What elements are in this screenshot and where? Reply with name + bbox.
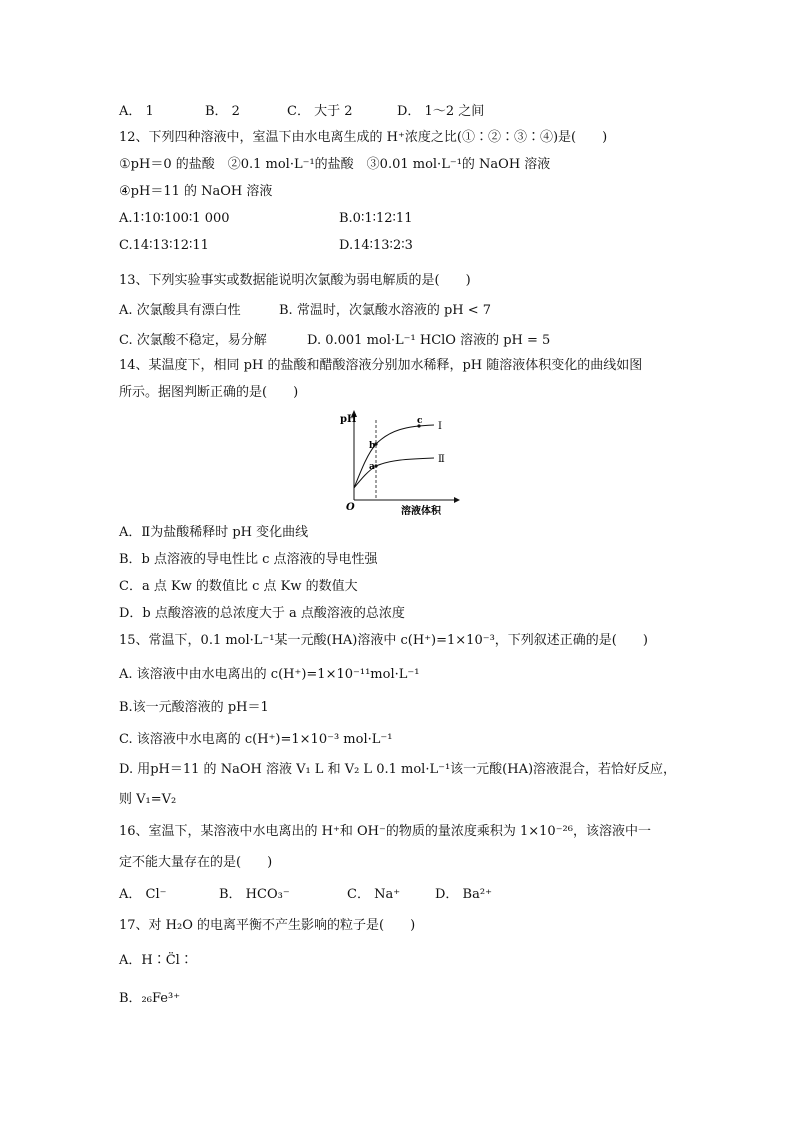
- point-c-label: c: [417, 416, 423, 426]
- q12-items-line2: ④pH＝11 的 NaOH 溶液: [119, 184, 273, 199]
- q16-options-row: [119, 886, 492, 904]
- q16-option-a: A． Cl⁻: [119, 887, 167, 902]
- q13-option-b: B. 常温时，次氯酸水溶液的 pH < 7: [279, 303, 492, 318]
- q14-option-c: C．a 点 Kw 的数值比 c 点 Kw 的数值大: [119, 579, 358, 594]
- q16-option-c: C． Na⁺: [347, 887, 401, 902]
- q17-option-b: B．₂₆Fe³⁺: [119, 991, 181, 1006]
- q11-options-row: [119, 103, 484, 121]
- q11-option-b: B． 2: [205, 104, 240, 119]
- ph-dilution-graph: [334, 408, 462, 520]
- q12-items-line1: ①pH＝0 的盐酸 ②0.1 mol·L⁻¹的盐酸 ③0.01 mol·L⁻¹的 NaOH 溶液: [119, 157, 551, 172]
- q11-option-c: C． 大于 2: [287, 104, 353, 119]
- q13-options-row1: [119, 302, 491, 320]
- q14-stem-line1: 14、某温度下，相同 pH 的盐酸和醋酸溶液分别加水稀释，pH 随溶液体积变化的曲线如图: [119, 358, 643, 373]
- q13-option-a: A. 次氯酸具有漂白性: [119, 303, 241, 318]
- q15-option-a: A. 该溶液中由水电离出的 c(H⁺)=1×10⁻¹¹mol·L⁻¹: [119, 667, 420, 682]
- y-axis-label: pH: [340, 414, 357, 425]
- q12-options-row1: [119, 210, 412, 228]
- q13-option-c: C. 次氯酸不稳定，易分解: [119, 333, 267, 348]
- curve-2: [354, 458, 434, 488]
- point-b-label: b: [369, 441, 376, 451]
- q12-option-b: B.0∶1∶12∶11: [339, 211, 413, 226]
- q14-option-d: D．b 点酸溶液的总浓度大于 a 点酸溶液的总浓度: [119, 606, 405, 621]
- q12-options-row2: [119, 237, 413, 255]
- q14-stem-line2: 所示。据图判断正确的是( ): [119, 385, 299, 400]
- origin-label: O: [346, 502, 355, 513]
- point-a-label: a: [369, 462, 375, 472]
- q16-stem-line2: 定不能大量存在的是( ): [119, 855, 273, 870]
- q12-option-c: C.14∶13∶12∶11: [119, 238, 209, 253]
- curve-2-label: Ⅱ: [438, 454, 445, 465]
- x-axis-label: 溶液体积: [401, 506, 441, 517]
- q15-option-d-line2: 则 V₁=V₂: [119, 792, 177, 807]
- curve-1: [354, 425, 434, 488]
- q16-stem-line1: 16、室温下，某溶液中水电离出的 H⁺和 OH⁻的物质的量浓度乘积为 1×10⁻²⁶，该溶液中一: [119, 824, 651, 839]
- x-axis-arrow-icon: [454, 497, 460, 503]
- q13-option-d: D. 0.001 mol·L⁻¹ HClO 溶液的 pH = 5: [307, 333, 551, 348]
- q13-stem: 13、下列实验事实或数据能说明次氯酸为弱电解质的是( ): [119, 273, 471, 288]
- curve-1-label: Ⅰ: [438, 421, 442, 432]
- q12-option-d: D.14∶13∶2∶3: [339, 238, 413, 253]
- q12-option-a: A.1∶10∶100∶1 000: [119, 211, 230, 226]
- q17-option-a: A．H∶C̈l∶: [119, 953, 193, 968]
- q15-option-d-line1: D. 用pH＝11 的 NaOH 溶液 V₁ L 和 V₂ L 0.1 mol·L⁻¹该一元酸(HA)溶液混合，若恰好反应，: [119, 762, 677, 777]
- q14-option-b: B．b 点溶液的导电性比 c 点溶液的导电性强: [119, 552, 378, 567]
- q16-option-b: B． HCO₃⁻: [219, 887, 290, 902]
- q11-option-a: A． 1: [119, 104, 154, 119]
- point-a: [374, 464, 377, 467]
- q17-stem: 17、对 H₂O 的电离平衡不产生影响的粒子是( ): [119, 918, 416, 933]
- q16-option-d: D． Ba²⁺: [435, 887, 492, 902]
- q12-stem: 12、下列四种溶液中，室温下由水电离生成的 H⁺浓度之比(①∶②∶③∶④)是( ): [119, 130, 608, 145]
- q13-options-row2: [119, 332, 550, 350]
- q14-option-a: A．Ⅱ为盐酸稀释时 pH 变化曲线: [119, 525, 309, 540]
- q15-option-c: C. 该溶液中水电离的 c(H⁺)=1×10⁻³ mol·L⁻¹: [119, 732, 393, 747]
- q15-option-b: B.该一元酸溶液的 pH＝1: [119, 700, 269, 715]
- q15-stem: 15、常温下，0.1 mol·L⁻¹某一元酸(HA)溶液中 c(H⁺)=1×10⁻³，下列叙述正确的是( ): [119, 633, 648, 648]
- q11-option-d: D． 1～2 之间: [397, 104, 485, 119]
